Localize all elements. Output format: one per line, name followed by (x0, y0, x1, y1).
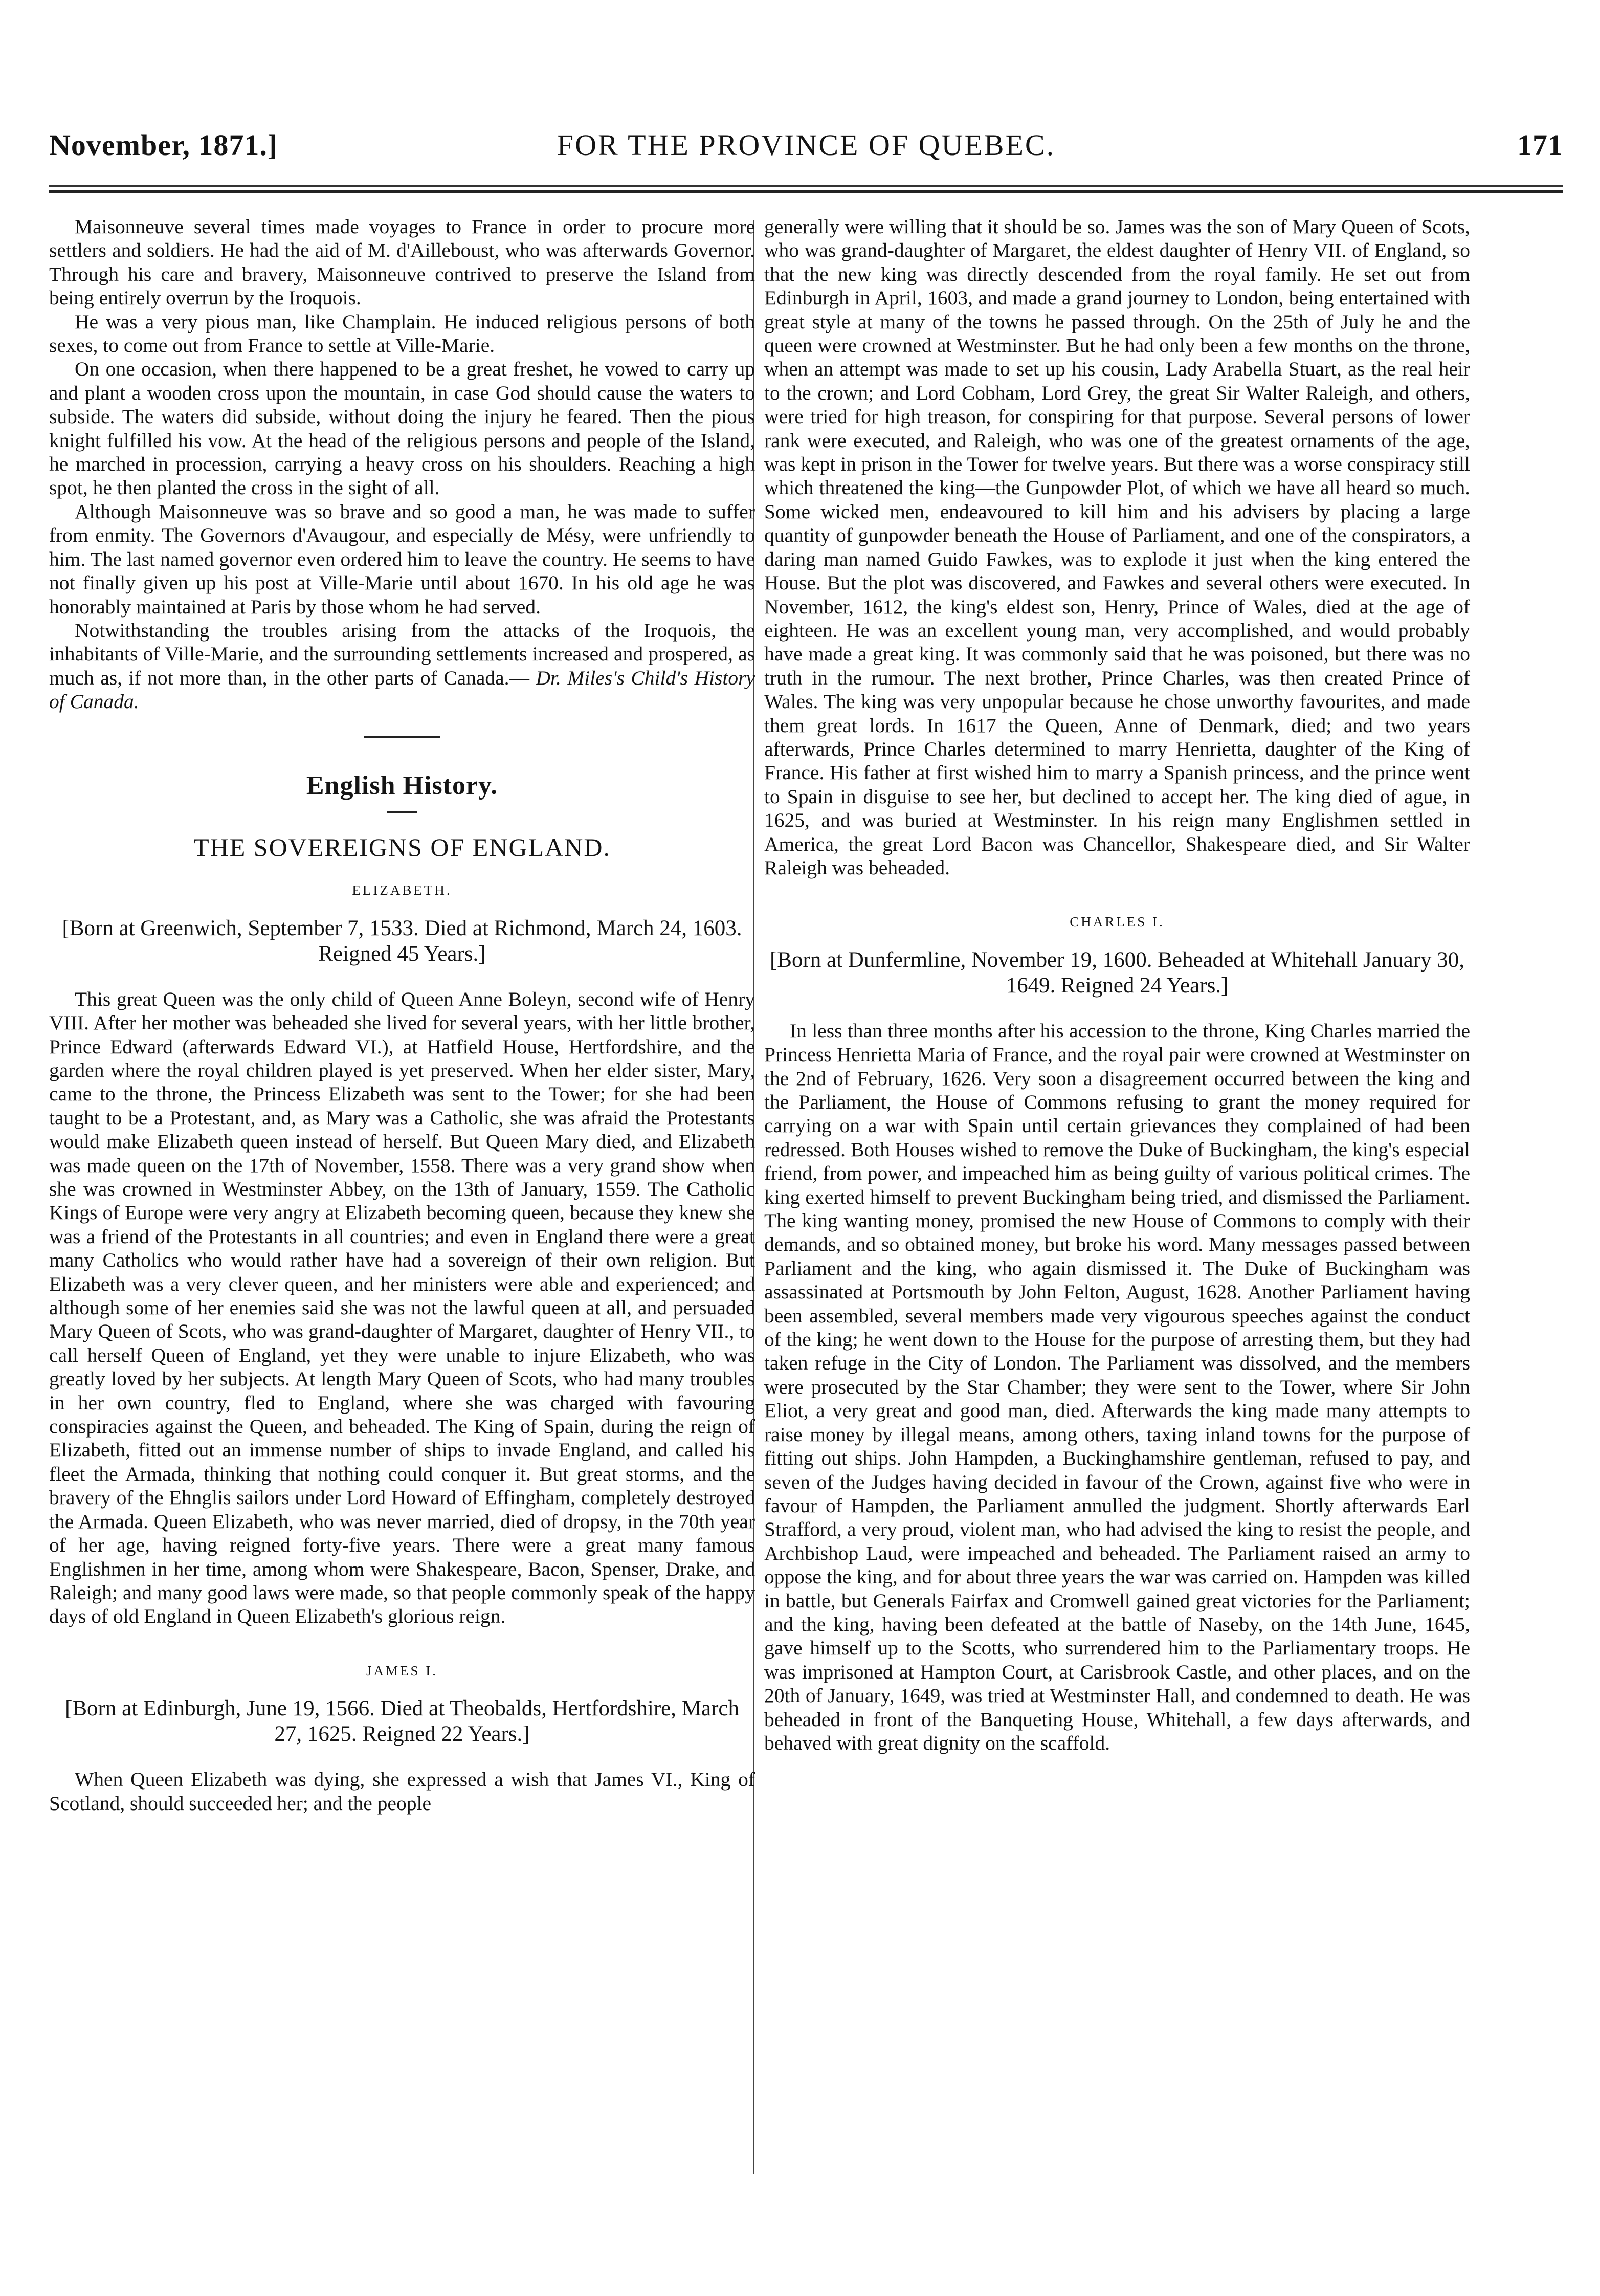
paragraph: He was a very pious man, like Champlain. He induced religious persons of both sexes, to come out from France to settle at Ville-Marie. (49, 310, 755, 357)
paragraph: Although Maisonneuve was so brave and so good a man, he was made to suffer from enmity. The Governors d'Avaugour, and especially de Mésy, were unfriendly to him. The last named governor even ordered him to leave the country. He seems to have not finally given up his post at Ville-Marie until about 1670. In his old age he was honorably maintained at Paris by those whom he had served. (49, 500, 755, 618)
header-rule-bottom (49, 190, 1563, 193)
article-title: THE SOVEREIGNS OF ENGLAND. (193, 832, 611, 862)
closing-paragraph-text: Notwithstanding the troubles arising from the attacks of the Iroquois, the inhabitants of Ville-Marie, and the surrounding settlements increased and prospered, as much as, if not more than, in the other parts of Canada.— (49, 619, 755, 689)
heading-dash (387, 811, 417, 813)
james-heading: JAMES I. (366, 1663, 438, 1679)
elizabeth-paragraph: This great Queen was the only child of Queen Anne Boleyn, second wife of Henry VIII. After her mother was beheaded she lived for several years, with her little brother, Prince Edward (afterwards Edward VI.), at Hatfield House, Hertfordshire, and the garden where the royal children played is yet preserved. When her elder sister, Mary, came to the throne, the Princess Elizabeth was sent to the Tower; for she had been taught to be a Protestant, and, as Mary was a Catholic, she was afraid the Protestants would make Elizabeth queen instead of herself. But Queen Mary died, and Elizabeth was made queen on the 17th of November, 1558. There was a very grand show when she was crowned in Westminster Abbey, on the 13th of January, 1559. The Catholic Kings of Europe were very angry at Elizabeth becoming queen, because they knew she was a friend of the Protestants in all countries; and even in England there were a great many Catholics who would rather have had a sovereign of their own religion. But Elizabeth was a very clever queen, and her ministers were able and experienced; and although some of her enemies said she was not the lawful queen at all, and persuaded Mary Queen of Scots, who was grand-daughter of Margaret, daughter of Henry VII., to call herself Queen of England, yet they were unable to injure Elizabeth, who was greatly loved by her subjects. At length Mary Queen of Scots, who had many troubles in her own country, fled to England, where she was charged with favouring conspiracies against the Queen, and beheaded. The King of Spain, during the reign of Elizabeth, fitted out an immense number of ships to invade England, and called his fleet the Armada, thinking that nothing could conquer it. But great storms, and the bravery of the Ehnglis sailors under Lord Howard of Effingham, completely destroyed the Armada. Queen Elizabeth, who was never married, died of dropsy, in the 70th year of her age, having reigned forty-five years. There were a great many famous Englishmen in her time, among whom were Shakespeare, Bacon, Spenser, Drake, and Raleigh; and many good laws were made, so that people commonly speak of the happy days of old England in Queen Elizabeth's glorious reign. (49, 987, 755, 1628)
left-column (49, 215, 755, 1815)
charles-paragraph: In less than three months after his accession to the throne, King Charles married the Princess Henrietta Maria of France, and the royal pair were crowned at Westminster on the 2nd of February, 1626. Very soon a disagreement occurred between the king and the Parliament, the House of Commons refusing to grant the money required for carrying on a war with Spain until certain grievances they complained of had been redressed. Both Houses wished to remove the Duke of Buckingham, the king's especial friend, from power, and impeached him as being guilty of various political crimes. The king exerted himself to prevent Buckingham being tried, and dismissed the Parliament. The king wanting money, promised the new House of Commons to comply with their demands, and so obtained money, but broke his word. Many messages passed between Parliament and the king, who again dismissed it. The Duke of Buckingham was assassinated at Portsmouth by John Felton, August, 1628. Another Parliament having been assembled, several members made very vigourous speeches against the conduct of the king; he went down to the House for the purpose of arresting them, but they had taken refuge in the City of London. The Parliament was dissolved, and the members were prosecuted by the Star Chamber; they were sent to the Tower, where Sir John Eliot, a very great and good man, died. Afterwards the king made many attempts to raise money by illegal means, among others, taxing inland towns for the purpose of fitting out ships. John Hampden, a Buckinghamshire gentleman, refused to pay, and seven of the Judges having decided in favour of the Crown, against five who were in favour of Hampden, the Parliament annulled the judgment. Shortly afterwards Earl Strafford, a very proud, violent man, who had advised the king to resist the people, and Archbishop Laud, were impeached and beheaded. The Parliament raised an army to oppose the king, and for about three years the war was carried on. Hampden was killed in battle, but Generals Fairfax and Cromwell gained great victories for the Parliament; and the king, having been defeated at the battle of Naseby, on the 14th June, 1645, gave himself up to the Scotts, who surrendered him to the Parliamentary troops. He was imprisoned at Hampton Court, at Carisbrook Castle, and other places, and on the 20th of January, 1649, was tried at Westminster Hall, and condemned to death. He was beheaded in front of the Banqueting House, Whitehall, a few days afterwards, and behaved with great dignity on the scaffold. (764, 1019, 1470, 1754)
section-heading: English History. (306, 770, 498, 800)
charles-dates: [Born at Dunfermline, November 19, 1600. Beheaded at Whitehall January 30, 1649. Reigned 24 Years.] (769, 947, 1465, 998)
paragraph (49, 619, 755, 714)
paragraph: On one occasion, when there happened to be a great freshet, he vowed to carry up and plant a wooden cross upon the mountain, in case God should cause the waters to subside. The waters did subside, without doing the injury he feared. Then the pious knight fulfilled his vow. At the head of the religious persons and people of the Island, he marched in procession, carrying a heavy cross on his shoulders. Reaching a high spot, he then planted the cross in the sight of all. (49, 358, 755, 499)
section-separator (364, 736, 440, 738)
right-column (764, 215, 1470, 1755)
charles-heading: CHARLES I. (1070, 914, 1165, 930)
citation: Dr. Miles's Child's History of Canada. (49, 666, 755, 713)
journal-title: FOR THE PROVINCE OF QUEBEC. (557, 128, 1056, 162)
page-number: 171 (1517, 128, 1563, 162)
elizabeth-heading: ELIZABETH. (352, 882, 452, 898)
paragraph: Maisonneuve several times made voyages to France in order to procure more settlers and soldiers. He had the aid of M. d'Ailleboust, who was afterwards Governor. Through his care and bravery, Maisonneuve contrived to preserve the Island from being entirely overrun by the Iroquois. (49, 215, 755, 310)
issue-date: November, 1871.] (49, 128, 278, 162)
james-dates: [Born at Edinburgh, June 19, 1566. Died at Theobalds, Hertfordshire, March 27, 1625. Reigned 22 Years.] (65, 1696, 739, 1747)
running-header (49, 128, 1563, 184)
james-paragraph-continued: generally were willing that it should be so. James was the son of Mary Queen of Scots, who was grand-daughter of Margaret, the eldest daughter of Henry VII. of England, so that the new king was directly descended from the royal family. He set out from Edinburgh in April, 1603, and made a grand journey to London, being entertained with great style at many of the towns he passed through. On the 25th of July he and the queen were crowned at Westminster. But he had only been a few months on the throne, when an attempt was made to set up his cousin, Lady Arabella Stuart, as the real heir to the crown; and Lord Cobham, Lord Grey, the great Sir Walter Raleigh, and others, were tried for high treason, for conspiring for that purpose. Several persons of lower rank were executed, and Raleigh, who was one of the greatest ornaments of the age, was kept in prison in the Tower for twelve years. But there was a worse conspiracy still which threatened the king—the Gunpowder Plot, of which we have all heard so much. Some wicked men, endeavoured to kill him and his advisers by placing a large quantity of gunpowder beneath the House of Parliament, and one of the conspirators, a daring man named Guido Fawkes, was to explode it just when the king entered the House. But the plot was discovered, and Fawkes and several others were executed. In November, 1612, the king's eldest son, Henry, Prince of Wales, died at the age of eighteen. He was an excellent young man, very accomplished, and would probably have made a great king. It was commonly said that he was poisoned, but there was no truth in the rumour. The next brother, Prince Charles, was then created Prince of Wales. The king was very unpopular because he chose unworthy favourites, and made them great lords. In 1617 the Queen, Anne of Denmark, died; and two years afterwards, Prince Charles determined to marry Henrietta, daughter of the King of France. His father at first wished him to marry a Spanish princess, and the prince went to Spain in disguise to see her, but declined to accept her. The king died of ague, in 1625, and was buried at Westminster. In his reign many Englishmen settled in America, the great Lord Bacon was Chancellor, Shakespeare died, and Sir Walter Raleigh was beheaded. (764, 215, 1470, 879)
elizabeth-dates: [Born at Greenwich, September 7, 1533. Died at Richmond, March 24, 1603. Reigned 45 Years.] (62, 916, 742, 966)
header-rule-top (49, 185, 1563, 187)
james-paragraph-start: When Queen Elizabeth was dying, she expressed a wish that James VI., King of Scotland, should succeeded her; and the people (49, 1768, 755, 1815)
